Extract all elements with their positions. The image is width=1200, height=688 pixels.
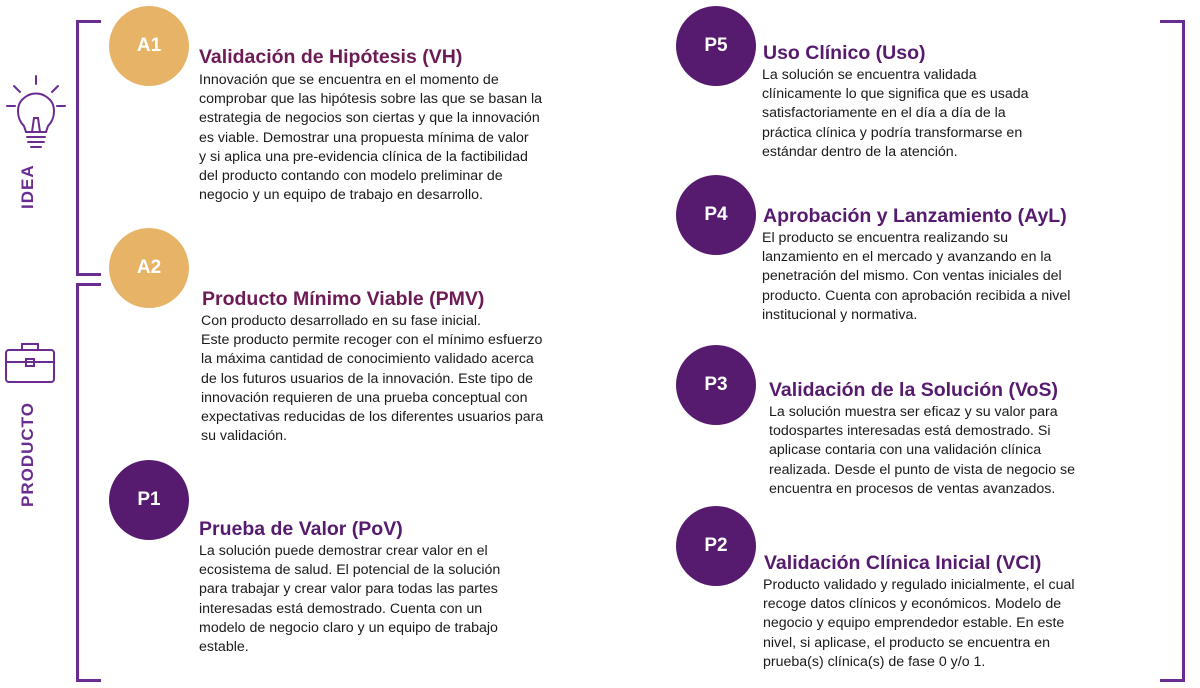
desc-line: aplicase contaria con una validación clínica bbox=[769, 442, 1042, 459]
desc-line: realizada. Desde el punto de vista de negocio se bbox=[769, 461, 1076, 478]
lightbulb-icon bbox=[4, 74, 68, 154]
desc-line: nivel, si aplicase, el producto se encuentra en bbox=[763, 634, 1051, 651]
stage-desc-p1 bbox=[199, 542, 500, 657]
desc-line: de los futuros usuarios de la innovación. Este tipo de bbox=[201, 370, 534, 387]
desc-line: su validación. bbox=[201, 428, 287, 445]
desc-line: Este producto permite recoger con el mínimo esfuerzo bbox=[201, 332, 543, 349]
desc-line: interesadas está demostrado. Cuenta con un bbox=[199, 600, 483, 617]
stage-badge-p4: P4 bbox=[676, 175, 756, 255]
desc-line: clínicamente lo que significa que es usada bbox=[762, 86, 1029, 103]
desc-line: recoge datos clínicos y económicos. Modelo de bbox=[763, 596, 1062, 613]
producto-label: PRODUCTO bbox=[18, 402, 37, 507]
desc-line: negocio y un equipo de trabajo en desarrollo. bbox=[199, 187, 483, 204]
idea-label: IDEA bbox=[18, 164, 37, 209]
desc-line: prueba(s) clínica(s) de fase 0 y/o 1. bbox=[763, 653, 986, 670]
stage-desc-a2 bbox=[201, 312, 543, 446]
desc-line: institucional y normativa. bbox=[762, 306, 918, 323]
desc-line: producto. Cuenta con aprobación recibida a nivel bbox=[762, 287, 1071, 304]
desc-line: Con producto desarrollado en su fase inicial. bbox=[201, 313, 481, 329]
stage-title-p1: Prueba de Valor (PoV) bbox=[199, 518, 403, 540]
desc-line: Innovación que se encuentra en el momento de bbox=[199, 72, 499, 88]
right-bracket bbox=[1160, 20, 1185, 682]
desc-line: práctica clínica y podría transformarse en bbox=[762, 124, 1023, 141]
idea-bracket bbox=[76, 20, 101, 276]
desc-line: negocio y equipo emprendedor estable. En este bbox=[763, 615, 1065, 632]
desc-line: estable. bbox=[199, 639, 249, 656]
desc-line: La solución puede demostrar crear valor en el bbox=[199, 543, 488, 559]
desc-line: innovación requieren de una prueba conceptual con bbox=[201, 389, 528, 406]
briefcase-icon bbox=[4, 340, 56, 384]
stage-badge-a1: A1 bbox=[109, 6, 189, 86]
producto-bracket bbox=[76, 283, 101, 682]
stage-badge-a2: A2 bbox=[109, 228, 189, 308]
desc-line: la máxima cantidad de conocimiento validado acerca bbox=[201, 351, 534, 368]
desc-line: expectativas reducidas de los diferentes usuarios para bbox=[201, 409, 544, 426]
desc-line: satisfactoriamente en el día a día de la bbox=[762, 105, 1006, 122]
stage-badge-p2: P2 bbox=[676, 506, 756, 586]
desc-line: para trabajar y crear valor para todas las partes bbox=[199, 581, 498, 598]
stage-title-p5: Uso Clínico (Uso) bbox=[763, 42, 926, 64]
desc-line: Producto validado y regulado inicialmente, el cual bbox=[763, 577, 1075, 593]
stage-desc-p4 bbox=[762, 229, 1070, 325]
desc-line: del producto contando con modelo preliminar de bbox=[199, 168, 503, 185]
desc-line: estrategia de negocios son ciertas y que la innovación bbox=[199, 110, 540, 127]
stage-title-a1: Validación de Hipótesis (VH) bbox=[199, 46, 463, 68]
desc-line: comprobar que las hipótesis sobre las que se basan la bbox=[199, 91, 543, 108]
desc-line: modelo de negocio claro y un equipo de trabajo bbox=[199, 619, 498, 636]
stage-badge-p5: P5 bbox=[676, 6, 756, 86]
stage-title-p3: Validación de la Solución (VoS) bbox=[769, 379, 1058, 401]
desc-line: encuentra en procesos de ventas avanzados. bbox=[769, 480, 1056, 497]
desc-line: La solución muestra ser eficaz y su valor para bbox=[769, 404, 1058, 420]
desc-line: ecosistema de salud. El potencial de la solución bbox=[199, 562, 501, 579]
desc-line: lanzamiento en el mercado y avanzando en la bbox=[762, 249, 1052, 266]
stage-desc-p5 bbox=[762, 66, 1029, 162]
stage-desc-p3 bbox=[769, 403, 1075, 499]
stage-badge-p1: P1 bbox=[109, 460, 189, 540]
desc-line: La solución se encuentra validada bbox=[762, 67, 977, 83]
desc-line: penetración del mismo. Con ventas iniciales del bbox=[762, 268, 1062, 285]
desc-line: y si aplica una pre-evidencia clínica de la factibilidad bbox=[199, 148, 528, 165]
stage-title-p2: Validación Clínica Inicial (VCI) bbox=[764, 552, 1042, 574]
stage-desc-p2 bbox=[763, 576, 1075, 672]
stage-desc-a1 bbox=[199, 71, 542, 205]
stage-badge-p3: P3 bbox=[676, 345, 756, 425]
desc-line: todospartes interesadas está demostrado. Si bbox=[769, 423, 1051, 440]
stage-title-a2: Producto Mínimo Viable (PMV) bbox=[202, 288, 485, 310]
desc-line: es viable. Demostrar una propuesta mínima de valor bbox=[199, 129, 529, 146]
desc-line: estándar dentro de la atención. bbox=[762, 143, 958, 160]
desc-line: El producto se encuentra realizando su bbox=[762, 230, 1009, 246]
stage-title-p4: Aprobación y Lanzamiento (AyL) bbox=[763, 205, 1067, 227]
